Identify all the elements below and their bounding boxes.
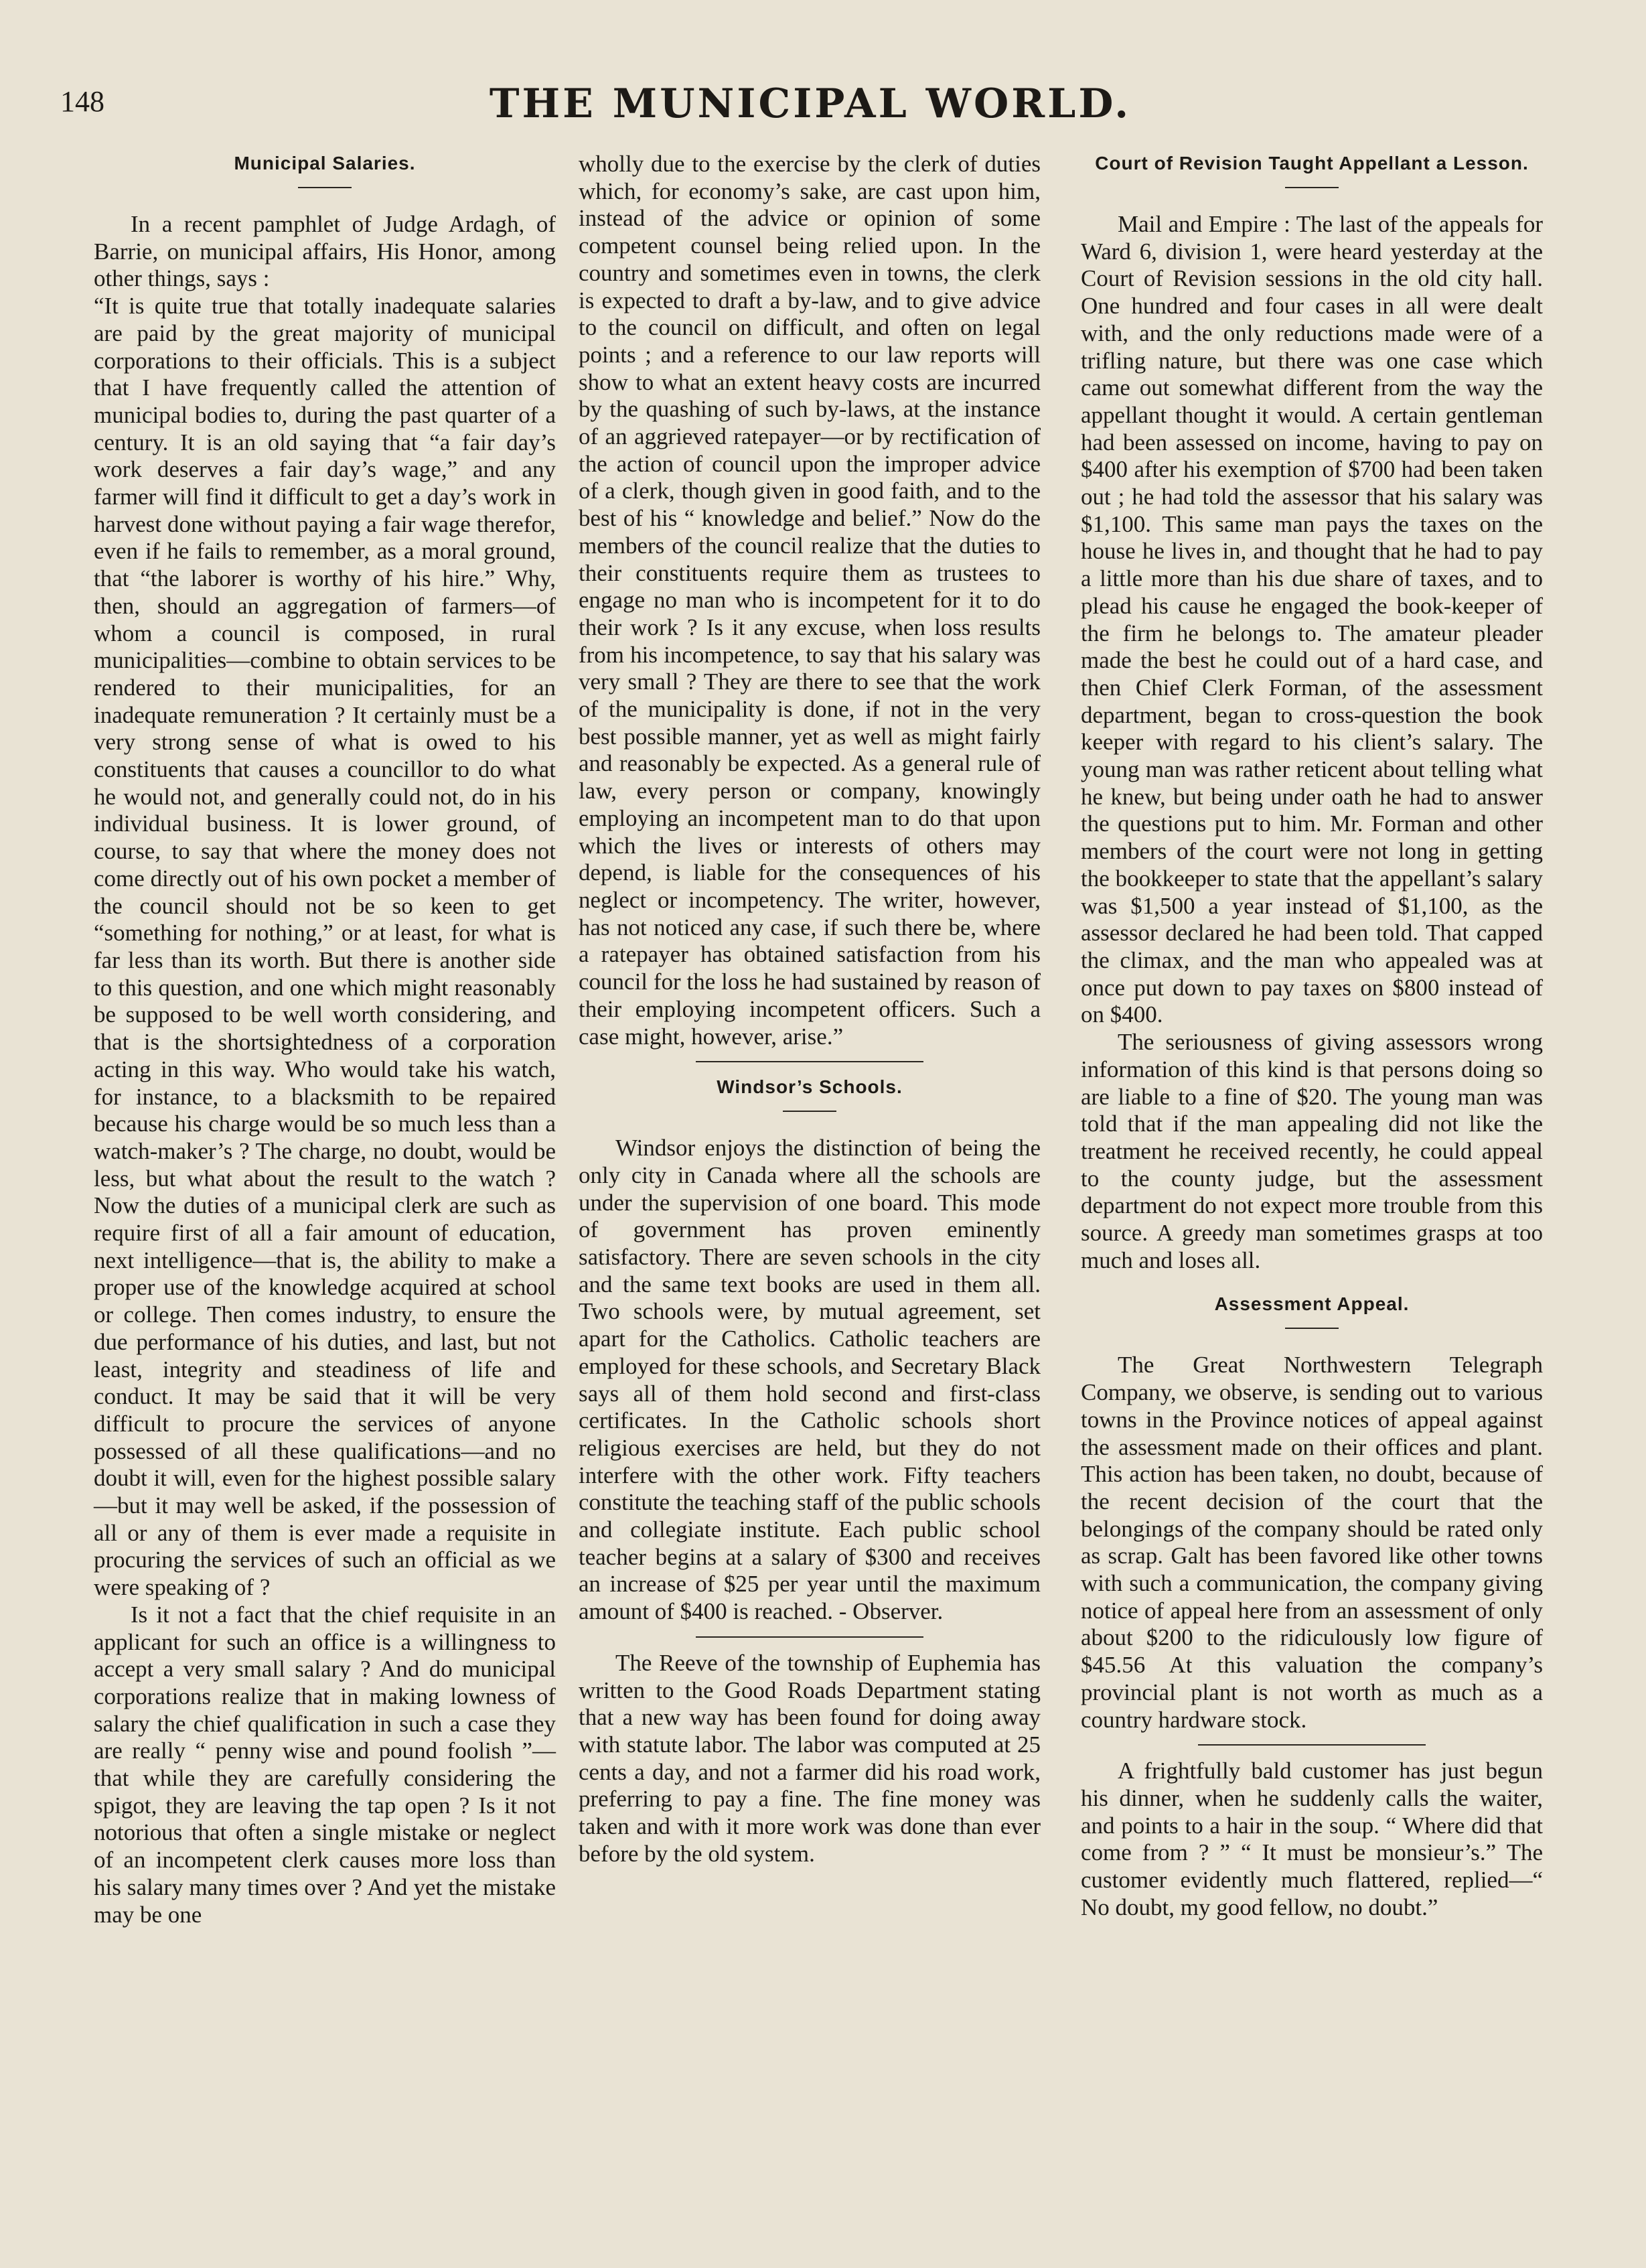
column-3 bbox=[1081, 151, 1543, 1921]
article-paragraph: Mail and Empire : The last of the appeals for Ward 6, division 1, were heard yesterday at the Court of Revision sessions in the old city hall. One hundred and four cases in all were dealt with, and the only reductions made were of a trifling nature, but there was one case which came out somewhat different from the way the appellant thought it would. A certain gentleman had been assessed on income, having to pay on $400 after his exemption of $700 had been taken out ; he had told the assessor that his salary was $1,100. This same man pays the taxes on the house he lives in, and thought that he had to pay a little more than his due share of taxes, and to plead his cause he engaged the book-keeper of the firm he belongs to. The amateur pleader made the best he could out of a hard case, and then Chief Clerk Forman, of the assessment department, began to cross-question the book keeper with regard to his client’s salary. The young man was rather reticent about telling what he knew, but being under oath he had to answer the questions put to him. Mr. Forman and other members of the court were not long in getting the bookkeeper to state that the appellant’s salary was $1,500 a year instead of $1,100, as the assessor declared he had been told. That capped the climax, and the man who appealed was at once put down to pay taxes on $800 instead of on $400. bbox=[1081, 211, 1543, 1028]
column-1 bbox=[94, 151, 556, 1928]
article-paragraph: The Great Northwestern Telegraph Company, we observe, is sending out to various towns in the Province notices of appeal against the assessment made on their offices and plant. This action has been taken, no doubt, because of the recent decision of the court that the belongings of the company should be rated only as scrap. Galt has been favored like other towns with such a communication, the company giving notice of appeal here from an assessment of only about $200 to the ridiculously low figure of $45.56 At this valuation the company’s provincial plant is not worth as much as a country hardware stock. bbox=[1081, 1352, 1543, 1733]
divider bbox=[696, 1636, 923, 1638]
divider bbox=[696, 1061, 923, 1062]
page-number: 148 bbox=[60, 85, 104, 118]
column-2 bbox=[579, 151, 1041, 1867]
article-title: Municipal Salaries. bbox=[234, 153, 416, 173]
article-paragraph: In a recent pamphlet of Judge Ardagh, of Barrie, on municipal affairs, His Honor, among other things, says : bbox=[94, 211, 556, 292]
page-header bbox=[60, 80, 1560, 141]
article-paragraph: Windsor enjoys the distinction of being the only city in Canada where all the schools are under the supervision of one board. This mode of government has proven eminently satisfactory. There are seven schools in the city and the same text books are used in them all. Two schools were, by mutual agreement, set apart for the Catholics. Catholic teachers are employed for these schools, and Secretary Black says all of them hold second and first-class certificates. In the Catholic schools short religious exercises are held, but they do not interfere with the other work. Fifty teachers constitute the teaching staff of the public schools and collegiate institute. Each public school teacher begins at a salary of $300 and receives an increase of $25 per year until the maximum amount of $400 is reached. - Observer. bbox=[579, 1135, 1041, 1625]
divider bbox=[1285, 1328, 1339, 1329]
article-paragraph: wholly due to the exercise by the clerk of duties which, for economy’s sake, are cast upon him, instead of the advice or opinion of some competent counsel being relied upon. In the country and sometimes even in towns, the clerk is expected to draft a by-law, and to give advice to the council on difficult, and often on legal points ; and a reference to our law reports will show to what an extent heavy costs are incurred by the quashing of such by-laws, at the instance of an aggrieved ratepayer—or by rectification of the action of council upon the improper advice of a clerk, though given in good faith, and to the best of his “ knowledge and belief.” Now do the members of the council realize that the duties to their constituents require them as trustees to engage no man who is incompetent for it to do their work ? Is it any excuse, when loss results from his incompetence, to say that his salary was very small ? They are there to see that the work of the municipality is done, if not in the very best possible manner, yet as well as might fairly and reasonably be expected. As a general rule of law, every person or company, knowingly employing an incompetent man to do that upon which the lives or interests of others may depend, is liable for the consequences of his neglect or incompetency. The writer, however, has not noticed any case, if such there be, where a ratepayer has obtained satisfaction from his council for the loss he had sustained by reason of their employing incompetent officers. Such a case might, however, arise.” bbox=[579, 151, 1041, 1050]
masthead: THE MUNICIPAL WORLD. bbox=[489, 80, 1132, 127]
article-paragraph: The seriousness of giving assessors wrong information of this kind is that persons doing so are liable to a fine of $20. The young man was told that if the man appealing did not like the treatment he received recently, he could appeal to the county judge, but the assessment department do not expect more trouble from this source. A greedy man sometimes grasps at too much and loses all. bbox=[1081, 1029, 1543, 1273]
article-title: Assessment Appeal. bbox=[1214, 1293, 1410, 1315]
article-title: Court of Revision Taught Appellant a Lesson. bbox=[1095, 153, 1529, 173]
divider bbox=[783, 1111, 836, 1112]
divider bbox=[1285, 187, 1339, 188]
divider bbox=[298, 187, 352, 188]
article-paragraph: Is it not a fact that the chief requisite in an applicant for such an office is a willingness to accept a very small salary ? And do municipal corporations realize that in making lowness of salary the chief qualification in such a case they are really “ penny wise and pound foolish ”—that while they are carefully considering the spigot, they are leaving the tap open ? Is it not notorious that often a single mistake or neglect of an incompetent clerk causes more loss than his salary many times over ? And yet the mistake may be one bbox=[94, 1601, 556, 1928]
article-paragraph: A frightfully bald customer has just begun his dinner, when he suddenly calls the waiter, and points to a hair in the soup. “ Where did that come from ? ” “ It must be monsieur’s.” The customer evidently much flattered, replied—“ No doubt, my good fellow, no doubt.” bbox=[1081, 1758, 1543, 1920]
article-title: Windsor’s Schools. bbox=[717, 1076, 903, 1098]
article-paragraph: The Reeve of the township of Euphemia has written to the Good Roads Department stating that a new way has been found for doing away with statute labor. The labor was computed at 25 cents a day, and not a farmer did his road work, preferring to pay a fine. The fine money was taken and with it more work was done than ever before by the old system. bbox=[579, 1649, 1041, 1867]
article-paragraph: “It is quite true that totally inadequate salaries are paid by the great majority of municipal corporations to their officials. This is a subject that I have frequently called the attention of municipal bodies to, during the past quarter of a century. It is an old saying that “a fair day’s work deserves a fair day’s wage,” and any farmer will find it difficult to get a day’s work in harvest done without paying a fair wage therefor, even if he fails to remember, as a moral ground, that “the laborer is worthy of his hire.” Why, then, should an aggregation of farmers—of whom a council is composed, in rural municipalities—combine to obtain services to be rendered to their municipalities, for an inadequate remuneration ? It certainly must be a very strong sense of what is owed to his constituents that causes a councillor to do what he would not, and generally could not, do in his individual business. It is lower ground, of course, to say that where the money does not come directly out of his own pocket a member of the council should not be so keen to get “something for nothing,” or at least, for what is far less than its worth. But there is another side to this question, and one which might reasonably be supposed to be well worth considering, and that is the shortsightedness of a corporation acting in this way. Who would take his watch, for instance, to a blacksmith to be repaired because his charge would be so much less than a watch-maker’s ? The charge, no doubt, would be less, but what about the result to the watch ? Now the duties of a municipal clerk are such as require first of all a fair amount of education, next intelligence—that is, the ability to make a proper use of the knowledge acquired at school or college. Then comes industry, to ensure the due performance of his duties, and last, but not least, integrity and steadiness of life and conduct. It may be said that it will be very difficult to procure the services of anyone possessed of all these qualifications—and no doubt it will, even for the highest possible salary—but it may well be asked, if the possession of all or any of them is ever made a requisite in procuring the services of such an official as we were speaking of ? bbox=[94, 293, 556, 1601]
divider bbox=[1198, 1744, 1426, 1746]
